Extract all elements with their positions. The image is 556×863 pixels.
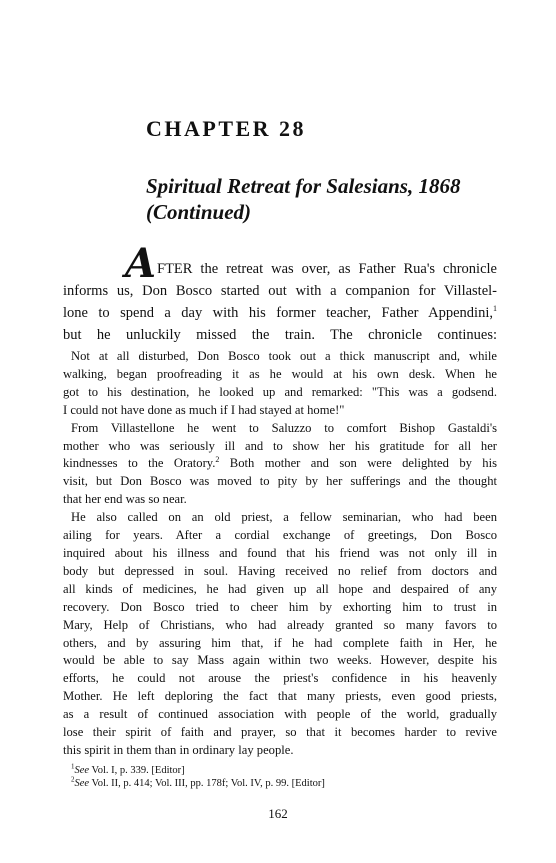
quoted-chronicle	[63, 348, 497, 760]
p3-line: would be able to say Mass again within two weeks. However, despite his	[63, 653, 497, 668]
footnote-text: Vol. I, p. 339. [Editor]	[89, 765, 185, 776]
p2-line-3b: Both mother and son were delighted by his	[219, 456, 497, 471]
p2-line: mother who was seriously ill and to show her his gratitude for all her	[63, 438, 497, 453]
lead-paragraph	[63, 240, 497, 346]
footnote-ref-2: 2	[215, 455, 220, 465]
lead-line-3	[63, 302, 497, 324]
footnote-2	[71, 777, 325, 790]
footnote-number: 1	[71, 762, 75, 771]
p2-line: that her end was so near.	[63, 492, 187, 507]
lead-line-1	[63, 240, 497, 287]
lead-line-4: but he unluckily missed the train. The chronicle continues:	[63, 327, 497, 343]
chapter-title	[146, 173, 460, 225]
lead-line-3-text: lone to spend a day with his former teacher, Father Appendini,	[63, 305, 493, 321]
footnote-see: See	[74, 778, 90, 789]
footnote-1	[71, 764, 325, 777]
chapter-title-line-1: Spiritual Retreat for Salesians, 1868	[146, 174, 461, 198]
footnotes	[71, 764, 325, 790]
p3-line: ailing for years. After a cordial exchange of greetings, Don Bosco	[63, 528, 497, 543]
p3-line: lose their spirit of faith and prayer, so that it becomes harder to revive	[63, 725, 497, 740]
p1-line: I could not have done as much if I had stayed at home!"	[63, 402, 345, 417]
p3-line: others, and by assuring him that, if he had complete faith in Her, he	[63, 635, 497, 650]
drop-cap: A	[125, 240, 157, 287]
chapter-title-line-2: (Continued)	[146, 200, 252, 224]
p2-line: visit, but Don Bosco was moved to pity by her sufferings and the thought	[63, 474, 497, 489]
p3-line: Mother. He left deploring the fact that many priests, even good priests,	[63, 689, 497, 704]
footnote-ref-1: 1	[493, 304, 497, 314]
p2-line: From Villastellone he went to Saluzzo to comfort Bishop Gastaldi's	[71, 420, 497, 435]
footnote-text: Vol. II, p. 414; Vol. III, pp. 178f; Vol. IV, p. 99. [Editor]	[89, 778, 325, 789]
p1-line: got to his destination, he looked up and remarked: "This was a godsend.	[63, 384, 497, 399]
p3-line: this spirit in them than in ordinary lay people.	[63, 742, 294, 757]
p2-line-3a: kindnesses to the Oratory.	[63, 456, 216, 471]
lead-line-1-text: FTER the retreat was over, as Father Rua's chronicle	[157, 261, 497, 277]
p1-line: walking, began proofreading it as he would at his own desk. When he	[63, 366, 497, 381]
p3-line: inquired about his illness and found that his friend was not only ill in	[63, 545, 497, 560]
p1-line: Not at all disturbed, Don Bosco took out a thick manuscript and, while	[71, 349, 497, 363]
footnote-number: 2	[71, 775, 75, 784]
p3-line: Mary, Help of Christians, who had already granted so many favors to	[63, 617, 497, 632]
p3-line: all kinds of medicines, he had given up all hope and despaired of any	[63, 581, 497, 596]
p3-line: as a result of continued association with people of the world, gradually	[63, 707, 497, 722]
p3-line: He also called on an old priest, a fellow seminarian, who had been	[71, 510, 497, 525]
p3-line: body but depressed in soul. Having received no relief from doctors and	[63, 563, 497, 578]
chapter-heading: CHAPTER 28	[146, 116, 307, 141]
page-number: 162	[268, 806, 288, 821]
lead-line-2: informs us, Don Bosco started out with a companion for Villastel-	[63, 283, 497, 299]
p3-line: efforts, he could not arouse the priest's confidence in his heavenly	[63, 671, 497, 686]
p2-line	[63, 455, 497, 473]
p3-line: recovery. Don Bosco tried to cheer him by exhorting him to trust in	[63, 599, 497, 614]
footnote-see: See	[74, 765, 90, 776]
